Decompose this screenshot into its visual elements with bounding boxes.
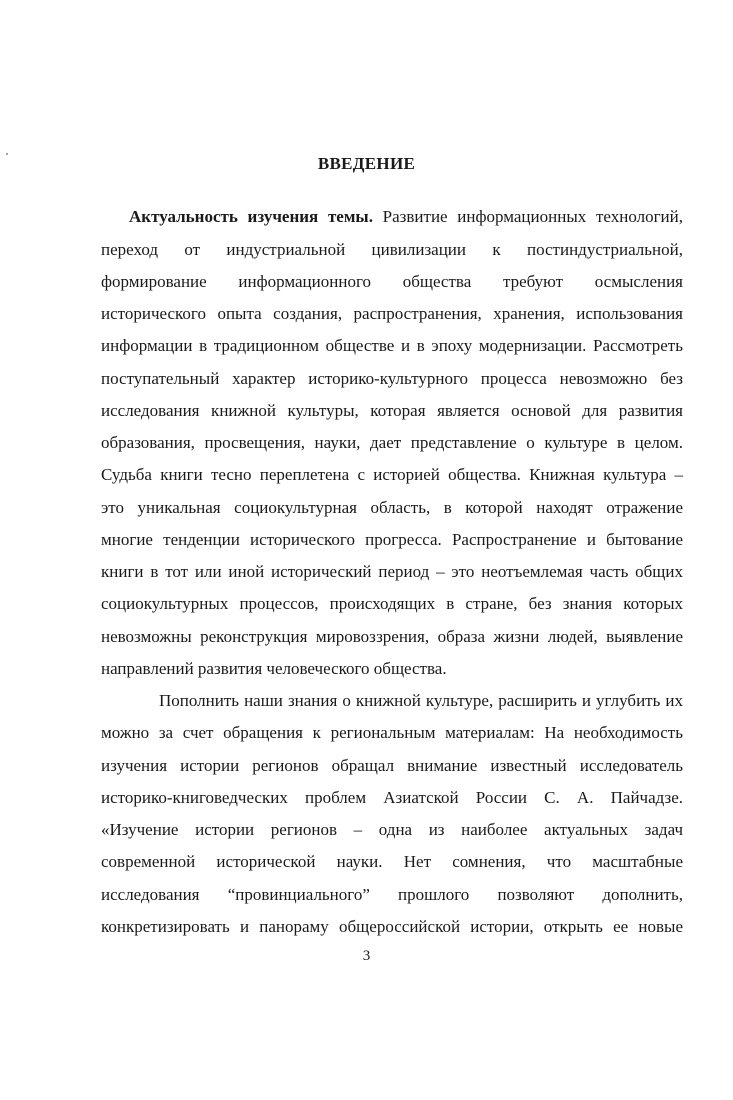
paragraph-1-line: исследования книжной культуры, которая является основой для развития [101, 401, 683, 420]
paragraph-1-line: переход от индустриальной цивилизации к постиндустриальной, [101, 240, 683, 259]
paragraph-2-line: «Изучение истории регионов – одна из наиболее актуальных задач [101, 820, 683, 839]
paragraph-2-line: исследования “провинциального” прошлого позволяют дополнить, [101, 885, 683, 904]
paragraph-1-line: многие тенденции исторического прогресса. Распространение и бытование [101, 530, 683, 549]
paragraph-2-line: изучения истории регионов обращал внимание известный исследователь [101, 756, 683, 775]
paragraph-1-line: формирование информационного общества требуют осмысления [101, 272, 683, 291]
paragraph-2-line: можно за счет обращения к региональным материалам: На необходимость [101, 723, 683, 742]
paragraph-1-line: невозможны реконструкция мировоззрения, образа жизни людей, выявление [101, 627, 683, 646]
paragraph-2-line: историко-книговедческих проблем Азиатской России С. А. Пайчадзе. [101, 788, 683, 807]
paragraph-1-line: книги в тот или иной исторический период – это неотъемлемая часть общих [101, 562, 683, 581]
page-number: 3 [362, 948, 371, 964]
paragraph-1-lead: Актуальность изучения темы. [129, 207, 373, 226]
paragraph-1-line: направлений развития человеческого общества. [101, 659, 447, 678]
paragraph-1-line: это уникальная социокультурная область, в которой находят отражение [101, 498, 683, 517]
paragraph-2-line: Пополнить наши знания о книжной культуре, расширить и углубить их [159, 691, 683, 710]
page-title: ВВЕДЕНИЕ [317, 154, 416, 173]
paragraph-1-line: социокультурных процессов, происходящих в стране, без знания которых [101, 594, 683, 613]
paragraph-1-line: исторического опыта создания, распространения, хранения, использования [101, 304, 683, 323]
paragraph-1-line: поступательный характер историко-культурного процесса невозможно без [101, 369, 683, 388]
paragraph-1-line: образования, просвещения, науки, дает представление о культуре в целом. [101, 433, 683, 452]
paragraph-2-line: современной исторической науки. Нет сомнения, что масштабные [101, 852, 683, 871]
paragraph-1-line-1-rest: Развитие информационных технологий, [372, 207, 683, 226]
paragraph-1-line-1 [129, 206, 683, 228]
paragraph-2-line: конкретизировать и панораму общероссийской истории, открыть ее новые [101, 917, 683, 936]
paragraph-1-line: Судьба книги тесно переплетена с историей общества. Книжная культура – [101, 465, 683, 484]
paragraph-1-line: информации в традиционном обществе и в эпоху модернизации. Рассмотреть [101, 336, 683, 355]
